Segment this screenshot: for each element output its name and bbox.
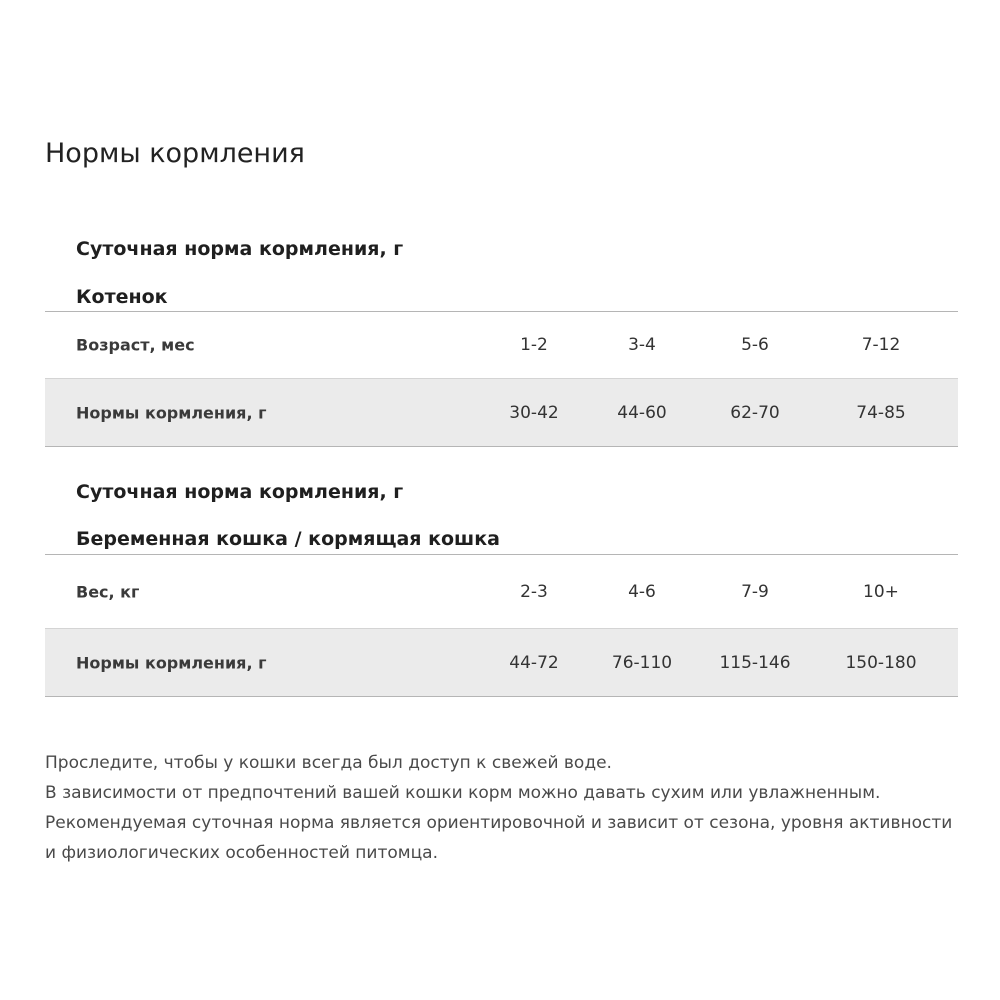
page-title: Нормы кормления: [45, 138, 305, 169]
pregnant-header-row: [45, 554, 958, 629]
pregnant-data-label: Нормы кормления, г: [76, 653, 267, 672]
kitten-header-row: [45, 311, 958, 379]
kitten-data-row: [45, 379, 958, 447]
note-line: Рекомендуемая суточная норма является ориентировочной и зависит от сезона, уровня активности: [45, 813, 953, 833]
pregnant-table: [45, 554, 958, 697]
pregnant-data-row: [45, 629, 958, 697]
note-line: и физиологических особенностей питомца.: [45, 843, 438, 863]
kitten-header-cell: 1-2: [520, 335, 548, 355]
kitten-header-label: Возраст, мес: [76, 335, 195, 355]
pregnant-data-cell: 76-110: [611, 652, 673, 673]
feeding-notes: [45, 748, 975, 868]
pregnant-header-cell: 2-3: [520, 581, 548, 602]
kitten-data-cell: 62-70: [730, 402, 780, 423]
pregnant-section-heading: Суточная норма кормления, г: [76, 481, 404, 503]
kitten-header-cell: 5-6: [741, 335, 769, 355]
pregnant-data-cell: 44-72: [509, 652, 559, 673]
pregnant-header-cell: 7-9: [741, 581, 769, 602]
note-line: В зависимости от предпочтений вашей кошки корм можно давать сухим или увлажненным.: [45, 783, 881, 803]
pregnant-data-cell: 150-180: [845, 652, 917, 673]
kitten-table: [45, 311, 958, 447]
note-line: Проследите, чтобы у кошки всегда был доступ к свежей воде.: [45, 753, 612, 773]
pregnant-section-subheading: Беременная кошка / кормящая кошка: [76, 528, 500, 550]
pregnant-data-cell: 115-146: [719, 652, 791, 673]
kitten-section-subheading: Котенок: [76, 286, 168, 308]
kitten-header-cell: 7-12: [861, 335, 901, 355]
kitten-data-label: Нормы кормления, г: [76, 403, 267, 422]
kitten-header-cell: 3-4: [628, 335, 656, 355]
kitten-section-heading: Суточная норма кормления, г: [76, 238, 404, 260]
kitten-data-cell: 74-85: [856, 402, 906, 423]
kitten-data-cell: 30-42: [509, 402, 559, 423]
pregnant-header-cell: 10+: [863, 581, 899, 602]
pregnant-header-label: Вес, кг: [76, 582, 140, 601]
kitten-data-cell: 44-60: [617, 402, 667, 423]
pregnant-header-cell: 4-6: [628, 581, 656, 602]
